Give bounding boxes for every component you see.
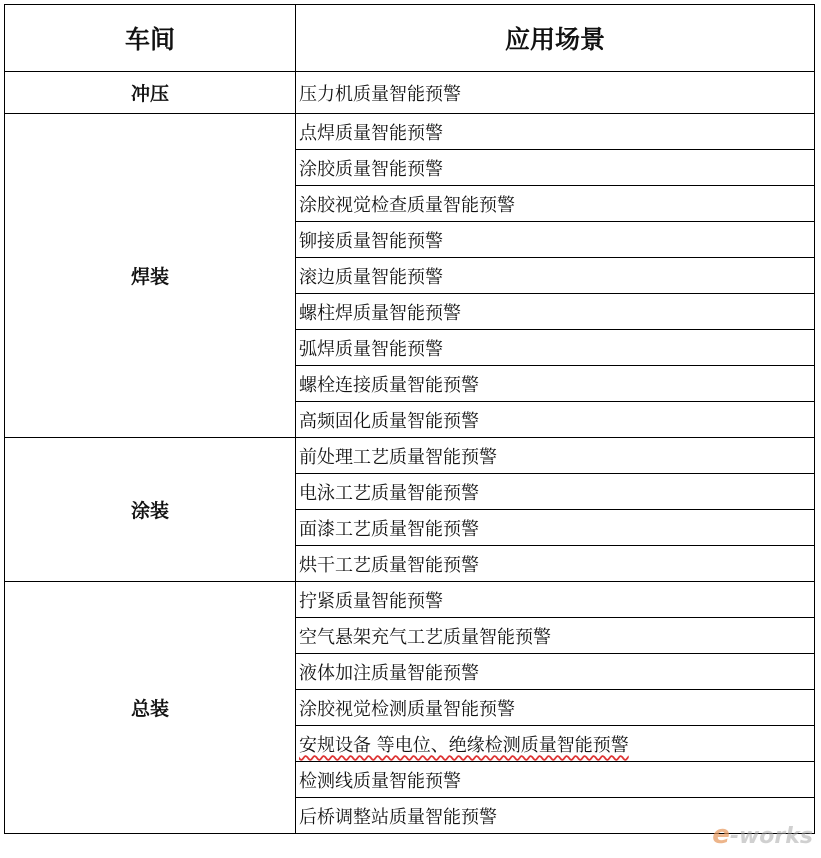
scenario-cell: 螺柱焊质量智能预警	[296, 294, 815, 330]
scenario-cell: 电泳工艺质量智能预警	[296, 474, 815, 510]
watermark-rest: -works	[729, 824, 813, 849]
scenario-cell: 后桥调整站质量智能预警	[296, 798, 815, 834]
scenario-cell: 螺栓连接质量智能预警	[296, 366, 815, 402]
scenario-cell: 面漆工艺质量智能预警	[296, 510, 815, 546]
scenario-cell: 压力机质量智能预警	[296, 72, 815, 114]
scenario-text: 安规设备 等电位、绝缘检测质量智能预警	[299, 734, 629, 756]
workshop-cell: 焊装	[5, 114, 296, 438]
table-row	[5, 72, 815, 114]
scenario-cell: 铆接质量智能预警	[296, 222, 815, 258]
scenario-cell: 检测线质量智能预警	[296, 762, 815, 798]
scenario-cell: 滚边质量智能预警	[296, 258, 815, 294]
scenario-cell: 点焊质量智能预警	[296, 114, 815, 150]
table-row	[5, 114, 815, 150]
table-row	[5, 438, 815, 474]
scenario-cell: 高频固化质量智能预警	[296, 402, 815, 438]
quality-warning-table	[4, 4, 815, 834]
scenario-cell: 弧焊质量智能预警	[296, 330, 815, 366]
scenario-cell	[296, 726, 815, 762]
scenario-cell: 前处理工艺质量智能预警	[296, 438, 815, 474]
scenario-cell: 空气悬架充气工艺质量智能预警	[296, 618, 815, 654]
scenario-cell: 烘干工艺质量智能预警	[296, 546, 815, 582]
scenario-cell: 涂胶视觉检测质量智能预警	[296, 690, 815, 726]
scenario-cell: 拧紧质量智能预警	[296, 582, 815, 618]
watermark-e: e	[712, 820, 730, 850]
scenario-cell: 涂胶质量智能预警	[296, 150, 815, 186]
eworks-watermark-logo	[712, 820, 813, 850]
workshop-cell: 涂装	[5, 438, 296, 582]
table-row	[5, 582, 815, 618]
scenario-cell: 涂胶视觉检查质量智能预警	[296, 186, 815, 222]
scenario-cell: 液体加注质量智能预警	[296, 654, 815, 690]
header-workshop: 车间	[5, 5, 296, 72]
workshop-cell: 总装	[5, 582, 296, 834]
header-row	[5, 5, 815, 72]
workshop-cell: 冲压	[5, 72, 296, 114]
header-scenario: 应用场景	[296, 5, 815, 72]
